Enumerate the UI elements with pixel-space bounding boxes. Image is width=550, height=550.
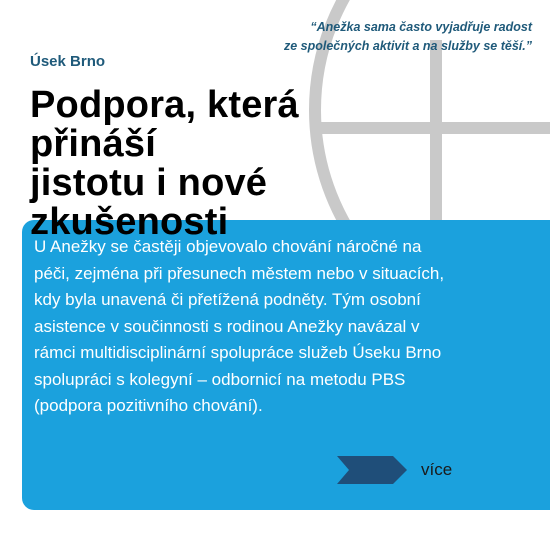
title-line: zkušenosti — [30, 201, 229, 243]
card-text-line: asistence v součinnosti s rodinou Anežky navázal v — [34, 316, 420, 336]
card-body — [22, 220, 550, 510]
quote — [232, 18, 532, 56]
section-label: Úsek Brno — [30, 53, 106, 70]
more-label: více — [421, 460, 453, 479]
card-text-line: (podpora pozitivního chování). — [34, 396, 263, 415]
card-text — [34, 234, 544, 420]
chevron-right-icon — [337, 456, 407, 484]
quote-line: “Anežka sama často vyjadřuje radost — [310, 20, 532, 34]
info-card — [22, 220, 550, 510]
card-text-line: U Anežky se častěji objevovalo chování náročné na — [34, 237, 422, 256]
card-text-line: rámci multidisciplinární spolupráce služeb Úseku Brno — [34, 343, 442, 362]
page-title — [30, 86, 410, 242]
card-text-line: spolupráci s kolegyní – odbornicí na metodu PBS — [34, 369, 406, 389]
card-text-line: kdy byla unavená či přetížená podněty. Tým osobní — [34, 290, 421, 309]
title-line: Podpora, která přináší — [30, 84, 299, 165]
title-line: jistotu i nové — [30, 162, 268, 204]
card-text-line: péči, zejména při přesunech městem nebo v situacích, — [34, 263, 445, 283]
quote-line: ze společných aktivit a na služby se těší.” — [283, 39, 532, 53]
more-link[interactable] — [337, 456, 452, 484]
